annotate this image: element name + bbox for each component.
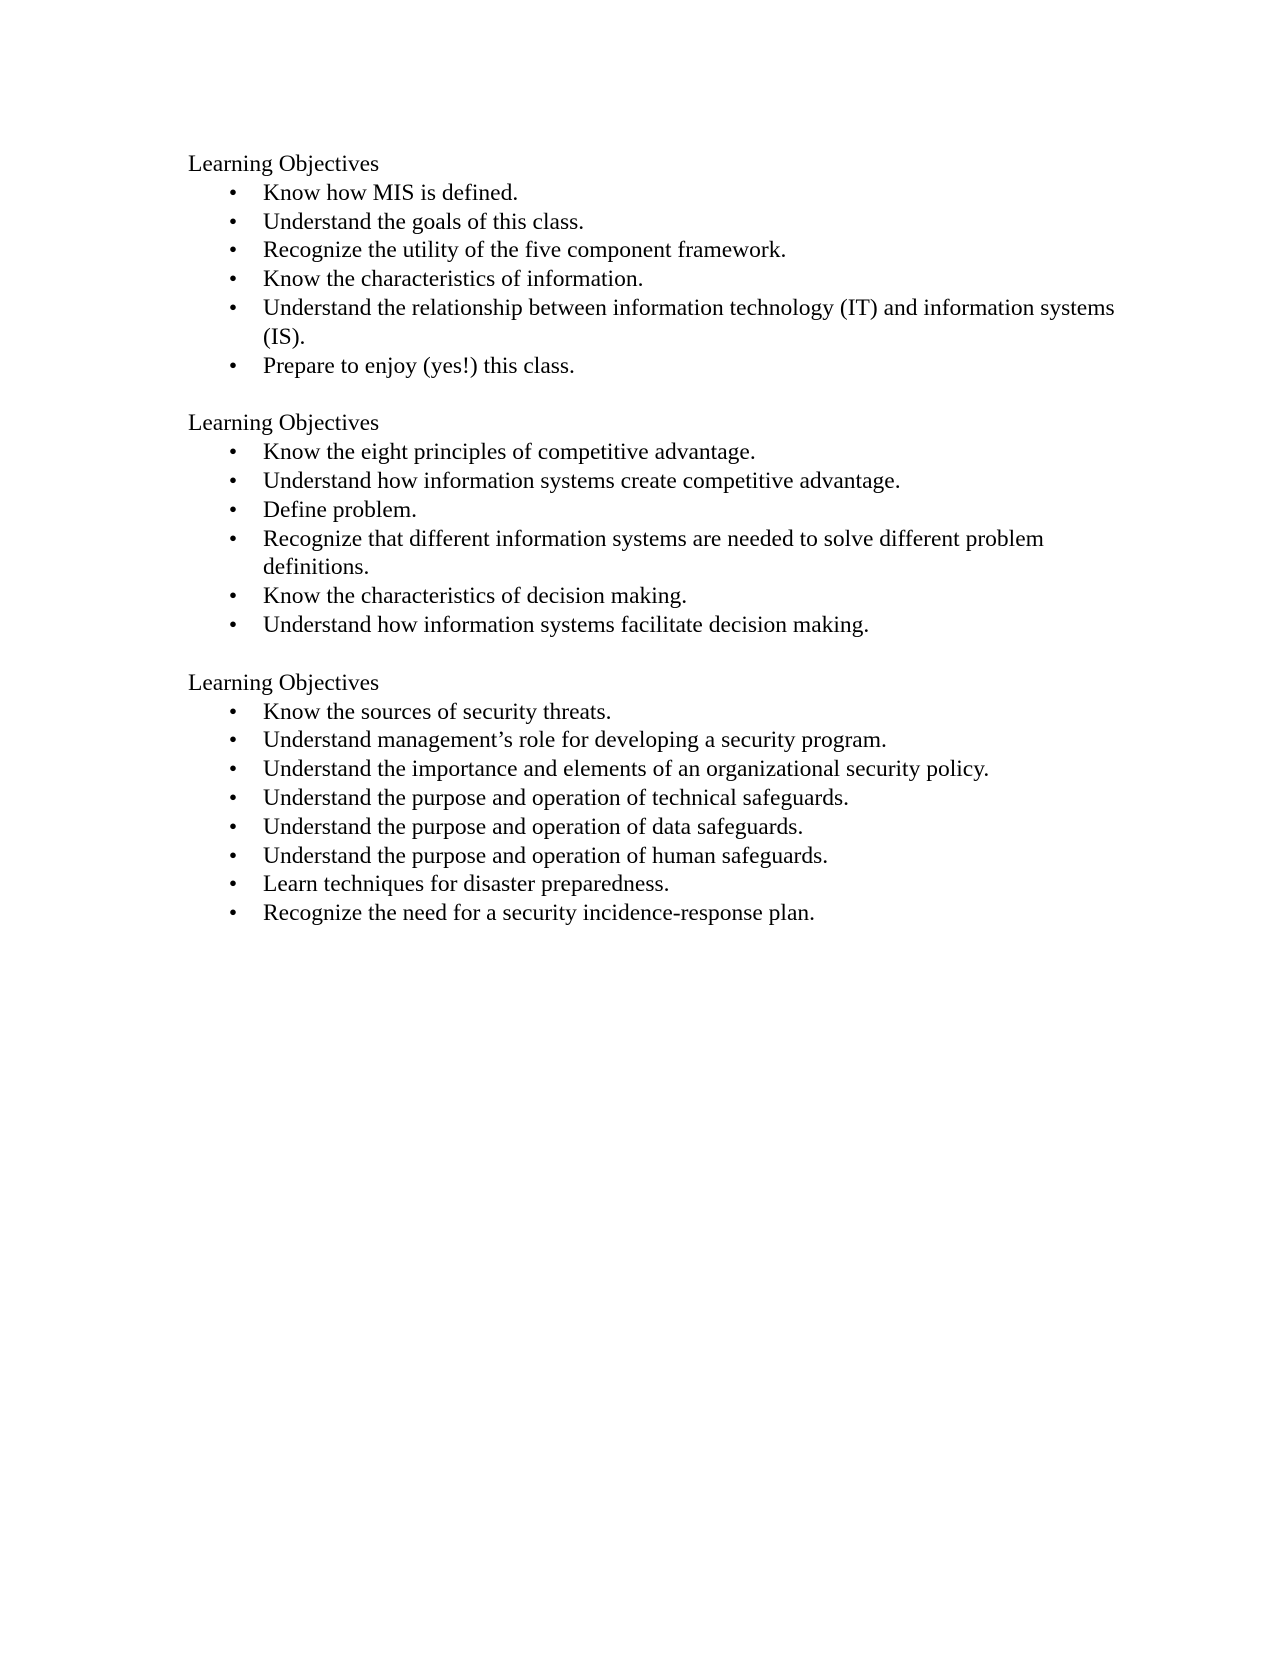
list-item bbox=[188, 208, 1128, 237]
bullet-icon: • bbox=[228, 813, 238, 840]
list-item bbox=[188, 294, 1128, 352]
list-item-text: Know the eight principles of competitive advantage. bbox=[263, 439, 756, 466]
list-item bbox=[188, 842, 1128, 871]
list-item-text: Understand the importance and elements of an organizational security policy. bbox=[263, 756, 990, 783]
bullet-icon: • bbox=[228, 266, 238, 293]
list-item-text: Prepare to enjoy (yes!) this class. bbox=[263, 352, 575, 379]
learning-objectives-section-1 bbox=[188, 150, 1128, 380]
learning-objectives-section-2 bbox=[188, 409, 1128, 639]
list-item bbox=[188, 698, 1128, 727]
document-page bbox=[188, 150, 1128, 928]
list-item bbox=[188, 467, 1128, 496]
list-item-text: Understand management’s role for developing a security program. bbox=[263, 727, 887, 754]
list-item bbox=[188, 236, 1128, 265]
bullet-icon: • bbox=[228, 294, 238, 321]
list-item-text: Know how MIS is defined. bbox=[263, 179, 519, 206]
bullet-icon: • bbox=[228, 871, 238, 898]
list-item bbox=[188, 525, 1128, 583]
bullet-icon: • bbox=[228, 525, 238, 552]
section-title: Learning Objectives bbox=[188, 669, 380, 696]
list-item-text: Learn techniques for disaster preparedness. bbox=[263, 871, 670, 898]
list-item-text: Understand the relationship between information technology (IT) and information systems (IS). bbox=[263, 294, 1115, 350]
list-item bbox=[188, 784, 1128, 813]
list-item bbox=[188, 870, 1128, 899]
bullet-icon: • bbox=[228, 352, 238, 379]
bullet-icon: • bbox=[228, 842, 238, 869]
learning-objectives-section-3 bbox=[188, 669, 1128, 928]
objectives-list bbox=[188, 698, 1128, 928]
objectives-list bbox=[188, 438, 1128, 640]
list-item-text: Understand the purpose and operation of data safeguards. bbox=[263, 813, 804, 840]
list-item bbox=[188, 582, 1128, 611]
section-title: Learning Objectives bbox=[188, 151, 380, 177]
bullet-icon: • bbox=[228, 756, 238, 783]
bullet-icon: • bbox=[228, 208, 238, 235]
list-item bbox=[188, 179, 1128, 208]
list-item-text: Know the characteristics of information. bbox=[263, 266, 644, 293]
list-item-text: Know the sources of security threats. bbox=[263, 698, 612, 725]
bullet-icon: • bbox=[228, 467, 238, 494]
list-item bbox=[188, 813, 1128, 842]
list-item bbox=[188, 438, 1128, 467]
bullet-icon: • bbox=[228, 611, 238, 638]
list-item-text: Understand how information systems facilitate decision making. bbox=[263, 611, 870, 638]
list-item bbox=[188, 726, 1128, 755]
list-item bbox=[188, 755, 1128, 784]
list-item-text: Understand the goals of this class. bbox=[263, 208, 585, 235]
list-item-text: Understand how information systems create competitive advantage. bbox=[263, 467, 901, 494]
bullet-icon: • bbox=[228, 439, 238, 466]
list-item bbox=[188, 899, 1128, 928]
objectives-list bbox=[188, 179, 1128, 381]
list-item bbox=[188, 352, 1128, 381]
list-item-text: Understand the purpose and operation of human safeguards. bbox=[263, 842, 829, 869]
bullet-icon: • bbox=[228, 698, 238, 725]
list-item bbox=[188, 265, 1128, 294]
list-item-text: Recognize that different information systems are needed to solve different problem definitions. bbox=[263, 525, 1044, 581]
bullet-icon: • bbox=[228, 727, 238, 754]
list-item-text: Know the characteristics of decision making. bbox=[263, 583, 688, 610]
list-item bbox=[188, 611, 1128, 640]
bullet-icon: • bbox=[228, 496, 238, 523]
bullet-icon: • bbox=[228, 237, 238, 264]
list-item-text: Define problem. bbox=[263, 496, 418, 523]
list-item-text: Recognize the need for a security incidence-response plan. bbox=[263, 900, 816, 927]
list-item-text: Understand the purpose and operation of technical safeguards. bbox=[263, 784, 849, 811]
list-item bbox=[188, 496, 1128, 525]
list-item-text: Recognize the utility of the five component framework. bbox=[263, 237, 787, 264]
section-title: Learning Objectives bbox=[188, 410, 380, 437]
bullet-icon: • bbox=[228, 784, 238, 811]
bullet-icon: • bbox=[228, 179, 238, 206]
bullet-icon: • bbox=[228, 900, 238, 927]
bullet-icon: • bbox=[228, 583, 238, 610]
